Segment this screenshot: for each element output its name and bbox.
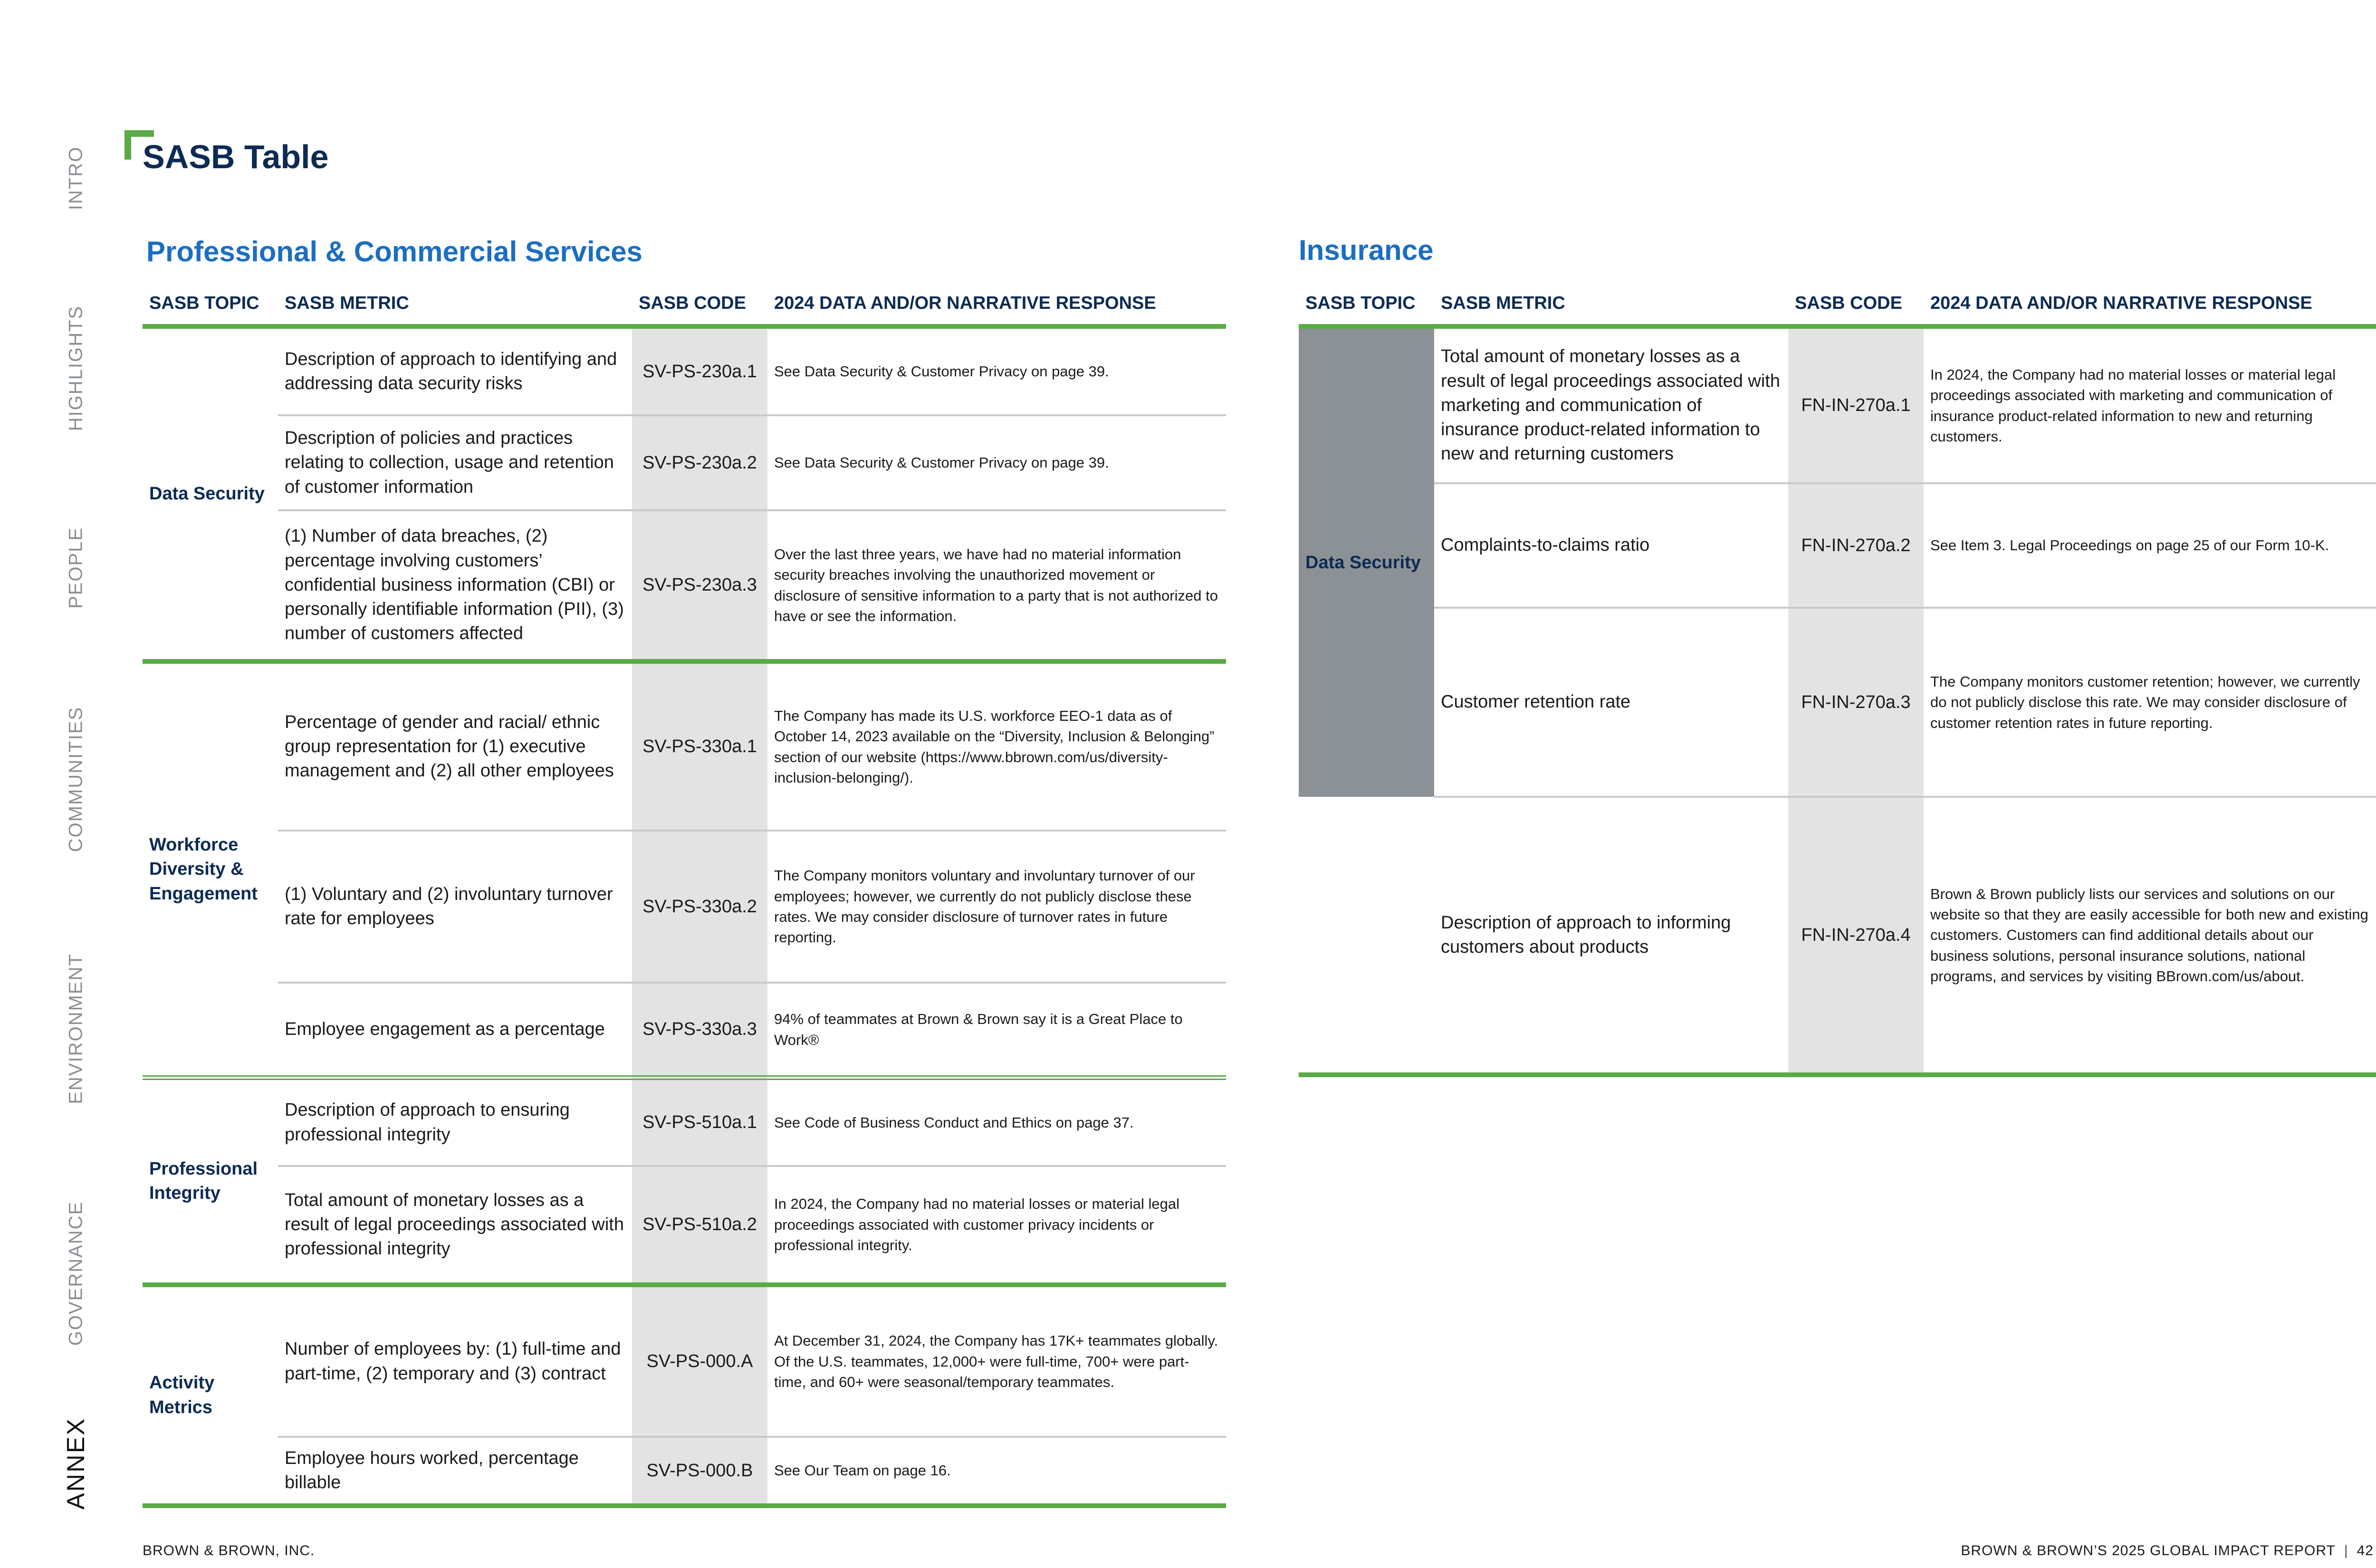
nav-item-intro[interactable]: INTRO (65, 146, 86, 210)
header-response: 2024 DATA AND/OR NARRATIVE RESPONSE (1930, 293, 2312, 313)
nav-item-environment[interactable]: ENVIRONMENT (65, 953, 86, 1104)
response-cell: Brown & Brown publicly lists our services and solutions on our website so that they are easily accessible for both new and existing customers. Customers can find additional details about our business solutions, personal insurance solutions, national programs, and services by visiting BBrown.com/us/about. (1924, 797, 2376, 1075)
metric-cell: Description of approach to identifying and addressing data security risks (278, 326, 632, 415)
code-cell: SV-PS-330a.3 (632, 983, 767, 1078)
code-cell: FN-IN-270a.1 (1788, 326, 1924, 483)
table-row (143, 1285, 1226, 1437)
code-cell: FN-IN-270a.2 (1788, 483, 1924, 608)
table-row (143, 1078, 1226, 1166)
code-cell: FN-IN-270a.3 (1788, 608, 1924, 797)
page-title: SASB Table (143, 138, 329, 175)
table-header-row (1299, 285, 2376, 326)
header-topic: SASB TOPIC (1305, 293, 1416, 313)
code-cell: SV-PS-000.A (632, 1285, 767, 1437)
footer-separator: | (2344, 1543, 2348, 1558)
code-cell: FN-IN-270a.4 (1788, 797, 1924, 1075)
header-topic: SASB TOPIC (149, 293, 259, 313)
table-row (1299, 326, 2376, 483)
table-row (143, 1437, 1226, 1506)
response-cell: At December 31, 2024, the Company has 17K+ teammates globally. Of the U.S. teammates, 12,000+ were full-time, 700+ were part-time, and 60+ were seasonal/temporary teammates. (767, 1285, 1226, 1437)
response-cell: The Company monitors customer retention; however, we currently do not publicly disclose this rate. We may consider disclosure of customer retention rates in future reporting. (1924, 608, 2376, 797)
nav-item-people[interactable]: PEOPLE (65, 526, 86, 609)
metric-cell: Total amount of monetary losses as a result of legal proceedings associated with professional integrity (278, 1166, 632, 1285)
metric-cell: Description of approach to informing customers about products (1434, 797, 1788, 1075)
table-row (143, 510, 1226, 661)
code-cell: SV-PS-510a.2 (632, 1166, 767, 1285)
header-code: SASB CODE (1795, 293, 1902, 313)
response-cell: The Company has made its U.S. workforce EEO-1 data as of October 14, 2023 available on the “Diversity, Inclusion & Belonging” section of our website (https://www.bbrown.com/us/diversity-inclusion-belonging/). (767, 661, 1226, 831)
metric-cell: Total amount of monetary losses as a result of legal proceedings associated with marketing and communication of insurance product-related information to new and returning customers (1434, 326, 1788, 483)
header-code: SASB CODE (639, 293, 746, 313)
metric-cell: Employee engagement as a percentage (278, 983, 632, 1078)
code-cell: SV-PS-330a.2 (632, 831, 767, 983)
code-cell: SV-PS-230a.1 (632, 326, 767, 415)
metric-cell: Percentage of gender and racial/ ethnic group representation for (1) executive management and (2) all other employees (278, 661, 632, 831)
table-row (143, 415, 1226, 510)
topic-workforce-diversity: Workforce Diversity & Engagement (143, 661, 278, 1078)
topic-data-security: Data Security (1299, 326, 1434, 797)
response-cell: See Code of Business Conduct and Ethics on page 37. (767, 1078, 1226, 1166)
table-row (143, 1166, 1226, 1285)
response-cell: In 2024, the Company had no material losses or material legal proceedings associated with customer privacy incidents or professional integrity. (767, 1166, 1226, 1285)
header-metric: SASB METRIC (1441, 293, 1565, 313)
metric-cell: (1) Voluntary and (2) involuntary turnover rate for employees (278, 831, 632, 983)
code-cell: SV-PS-330a.1 (632, 661, 767, 831)
footer-report-title: BROWN & BROWN’S 2025 GLOBAL IMPACT REPORT (1961, 1543, 2336, 1558)
response-cell: See Our Team on page 16. (767, 1437, 1226, 1506)
code-cell: SV-PS-510a.1 (632, 1078, 767, 1166)
table-row (1299, 608, 2376, 797)
metric-cell: Number of employees by: (1) full-time and part-time, (2) temporary and (3) contract (278, 1285, 632, 1437)
metric-cell: Description of approach to ensuring professional integrity (278, 1078, 632, 1166)
pcs-sasb-table (143, 285, 1226, 1508)
metric-cell: Description of policies and practices relating to collection, usage and retention of customer information (278, 415, 632, 510)
topic-data-security: Data Security (143, 326, 278, 661)
metric-cell: Complaints-to-claims ratio (1434, 483, 1788, 608)
insurance-sasb-table (1299, 285, 2376, 1077)
nav-item-highlights[interactable]: HIGHLIGHTS (65, 305, 86, 431)
nav-item-governance[interactable]: GOVERNANCE (65, 1201, 86, 1346)
nav-item-annex[interactable]: ANNEX (62, 1417, 90, 1510)
header-response: 2024 DATA AND/OR NARRATIVE RESPONSE (774, 293, 1156, 313)
header-metric: SASB METRIC (285, 293, 409, 313)
table-header-row (143, 285, 1226, 326)
table-row (143, 326, 1226, 415)
code-cell: SV-PS-230a.2 (632, 415, 767, 510)
response-cell: In 2024, the Company had no material losses or material legal proceedings associated with marketing and communication of insurance product-related information to new and returning customers. (1924, 326, 2376, 483)
topic-activity-metrics: Activity Metrics (143, 1285, 278, 1506)
table-row (143, 983, 1226, 1078)
metric-cell: Employee hours worked, percentage billable (278, 1437, 632, 1506)
metric-cell: Customer retention rate (1434, 608, 1788, 797)
code-cell: SV-PS-230a.3 (632, 510, 767, 661)
response-cell: See Data Security & Customer Privacy on page 39. (767, 326, 1226, 415)
side-navigation (0, 0, 114, 1568)
section-title-insurance: Insurance (1299, 234, 1434, 266)
section-title-professional-commercial: Professional & Commercial Services (146, 236, 642, 268)
table-row (1299, 483, 2376, 608)
empty-topic-cell (1299, 797, 1434, 1075)
metric-cell: (1) Number of data breaches, (2) percentage involving customers’ confidential business information (CBI) or personally identifiable information (PII), (3) number of customers affected (278, 510, 632, 661)
response-cell: Over the last three years, we have had no material information security breaches involving the unauthorized movement or disclosure of sensitive information to a party that is not authorized to have or see the information. (767, 510, 1226, 661)
footer-company-name: BROWN & BROWN, INC. (143, 1543, 315, 1558)
table-row (143, 831, 1226, 983)
response-cell: The Company monitors voluntary and involuntary turnover of our employees; however, we currently do not publicly disclose these rates. We may consider disclosure of turnover rates in future reporting. (767, 831, 1226, 983)
page-number: 42 (2357, 1543, 2374, 1558)
code-cell: SV-PS-000.B (632, 1437, 767, 1506)
table-row (143, 661, 1226, 831)
table-row (1299, 797, 2376, 1075)
response-cell: See Item 3. Legal Proceedings on page 25 of our Form 10-K. (1924, 483, 2376, 608)
response-cell: 94% of teammates at Brown & Brown say it is a Great Place to Work® (767, 983, 1226, 1078)
footer-report-info (1961, 1543, 2374, 1559)
nav-item-communities[interactable]: COMMUNITIES (65, 706, 86, 852)
topic-professional-integrity: Professional Integrity (143, 1078, 278, 1285)
response-cell: See Data Security & Customer Privacy on page 39. (767, 415, 1226, 510)
